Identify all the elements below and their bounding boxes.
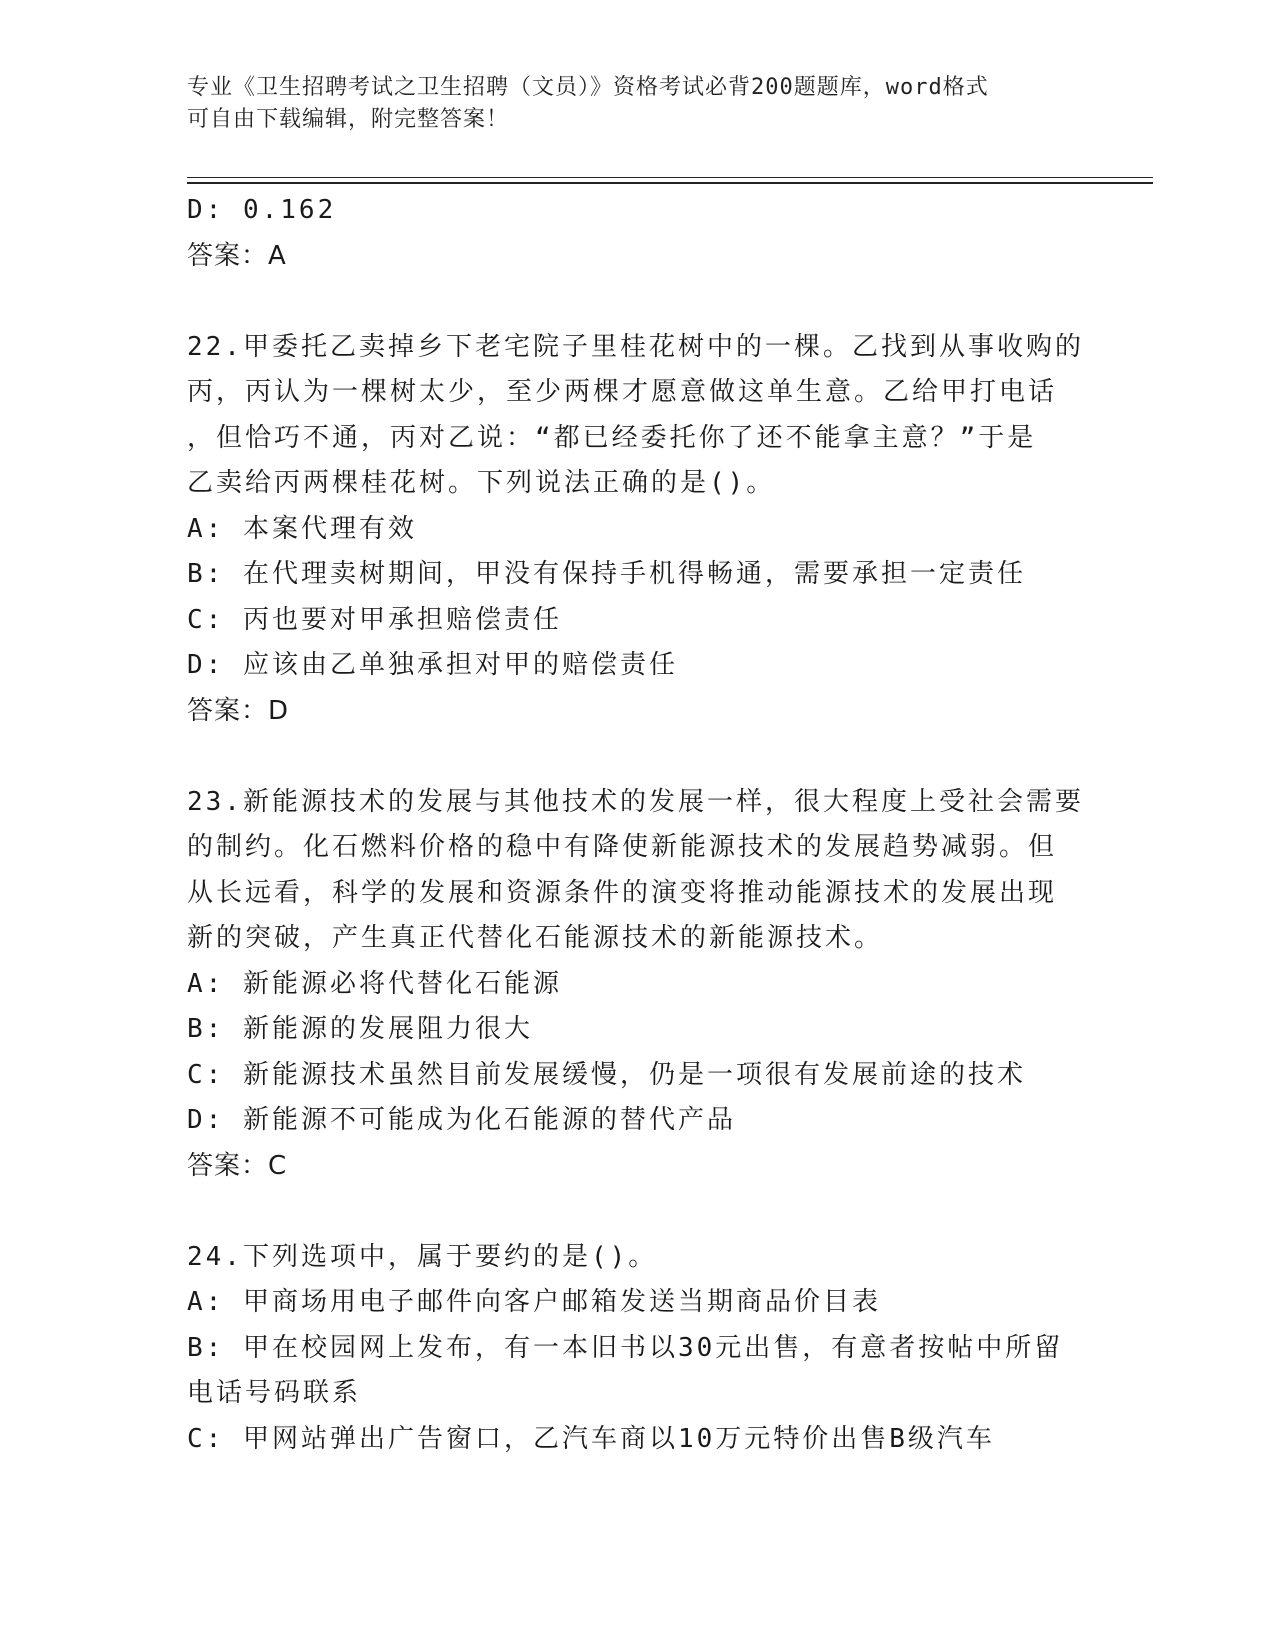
question-stem-line: 24.下列选项中，属于要约的是()。 xyxy=(187,1241,658,1272)
option-d: D: 新能源不可能成为化石能源的替代产品 xyxy=(187,1105,736,1135)
question-stem-line: ，但恰巧不通，丙对乙说：“都已经委托你了还不能拿主意？”于是 xyxy=(187,422,1037,453)
option-b: B: 新能源的发展阻力很大 xyxy=(187,1014,533,1044)
document-header xyxy=(187,72,1087,136)
question-spacer xyxy=(187,1189,1107,1235)
option-b: B: 在代理卖树期间，甲没有保持手机得畅通，需要承担一定责任 xyxy=(187,559,1026,589)
question-list xyxy=(187,188,1107,1462)
option-c: C: 甲网站弹出广告窗口，乙汽车商以10万元特价出售B级汽车 xyxy=(187,1423,995,1454)
question-spacer xyxy=(187,279,1107,325)
answer-line: 答案：C xyxy=(187,1150,288,1181)
header-divider-thin xyxy=(187,177,1153,178)
option-c: C: 新能源技术虽然目前发展缓慢，仍是一项很有发展前途的技术 xyxy=(187,1059,1026,1090)
question-23 xyxy=(187,780,1107,1190)
option-a: A: 新能源必将代替化石能源 xyxy=(187,968,562,999)
option-b-continuation: 电话号码联系 xyxy=(187,1378,362,1408)
question-stem-line: 的制约。化石燃料价格的稳中有降使新能源技术的发展趋势减弱。但 xyxy=(187,832,1058,862)
question-stem-line: 乙卖给丙两棵桂花树。下列说法正确的是()。 xyxy=(187,468,776,498)
option-b: B: 甲在校园网上发布，有一本旧书以30元出售，有意者按帖中所留 xyxy=(187,1332,1064,1363)
question-stem-line: 23.新能源技术的发展与其他技术的发展一样，很大程度上受社会需要 xyxy=(187,786,1084,817)
question-stem-line: 丙，丙认为一棵树太少，至少两棵才愿意做这单生意。乙给甲打电话 xyxy=(187,377,1058,407)
header-divider-thick xyxy=(187,182,1153,184)
question-spacer xyxy=(187,734,1107,780)
previous-question-tail xyxy=(187,188,1107,279)
header-title-line-2: 可自由下载编辑，附完整答案！ xyxy=(187,107,510,132)
question-stem-line: 从长远看，科学的发展和资源条件的演变将推动能源技术的发展出现 xyxy=(187,877,1058,908)
question-stem-line: 新的突破，产生真正代替化石能源技术的新能源技术。 xyxy=(187,923,884,953)
header-title-line-1: 专业《卫生招聘考试之卫生招聘（文员）》资格考试必背200题题库，word格式 xyxy=(187,75,989,100)
option-a: A: 甲商场用电子邮件向客户邮箱发送当期商品价目表 xyxy=(187,1287,881,1317)
question-24 xyxy=(187,1235,1107,1463)
question-22 xyxy=(187,325,1107,735)
option-a: A: 本案代理有效 xyxy=(187,513,417,544)
question-stem-line: 22.甲委托乙卖掉乡下老宅院子里桂花树中的一棵。乙找到从事收购的 xyxy=(187,331,1084,362)
option-d: D: 0.162 xyxy=(187,195,337,225)
option-d: D: 应该由乙单独承担对甲的赔偿责任 xyxy=(187,650,678,680)
answer-line: 答案：A xyxy=(187,240,287,271)
option-c: C: 丙也要对甲承担赔偿责任 xyxy=(187,604,562,635)
answer-line: 答案：D xyxy=(187,695,290,726)
